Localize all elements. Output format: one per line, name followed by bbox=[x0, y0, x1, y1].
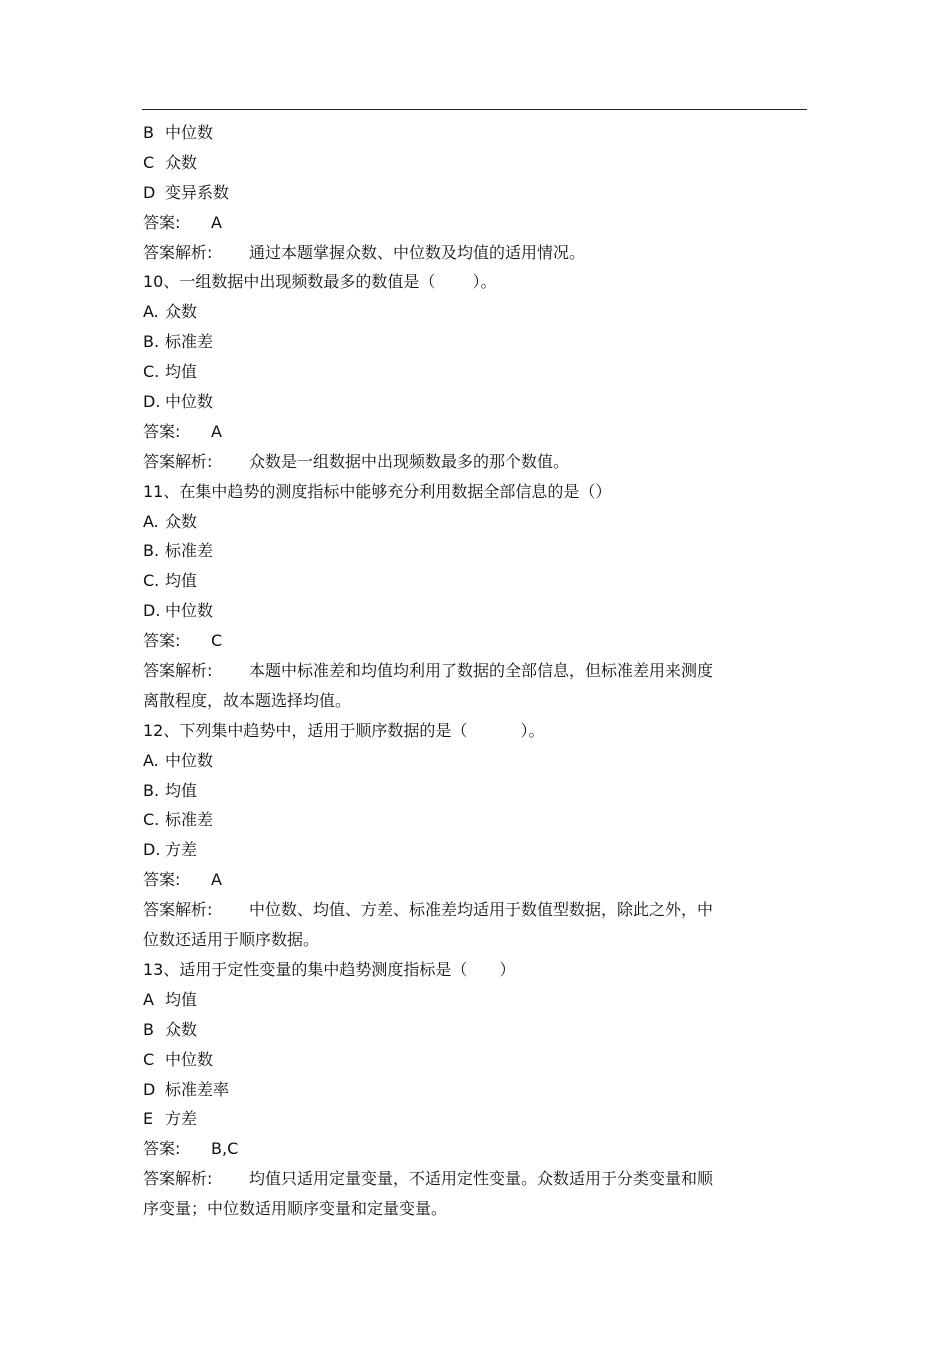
option-letter: D bbox=[143, 1079, 156, 1099]
option-text: 均值 bbox=[165, 362, 198, 382]
answer-label: 答案: bbox=[143, 870, 181, 890]
explanation-continuation: 离散程度，故本题选择均值。 bbox=[143, 690, 352, 710]
explanation-line bbox=[143, 895, 783, 925]
option-text: 中位数 bbox=[165, 750, 214, 770]
explanation-continuation: 位数还适用于顺序数据。 bbox=[143, 930, 320, 950]
option-letter: D bbox=[143, 182, 156, 202]
option-letter: C bbox=[143, 1049, 155, 1069]
explanation-text: 众数是一组数据中出现频数最多的那个数值。 bbox=[249, 451, 570, 471]
option-letter: B. bbox=[143, 332, 160, 352]
option-letter: A. bbox=[143, 750, 159, 770]
explanation-label: 答案解析: bbox=[143, 900, 213, 920]
option-text: 中位数 bbox=[165, 1049, 214, 1069]
option-text: 中位数 bbox=[165, 392, 214, 412]
option-text: 中位数 bbox=[165, 601, 214, 621]
option-letter: A bbox=[143, 989, 154, 1009]
option-b bbox=[143, 536, 783, 566]
option-b bbox=[143, 327, 783, 357]
answer-line bbox=[143, 417, 783, 447]
option-letter: C. bbox=[143, 571, 160, 591]
explanation-label: 答案解析: bbox=[143, 451, 213, 471]
option-text: 标准差 bbox=[165, 541, 214, 561]
option-text: 众数 bbox=[165, 511, 198, 531]
option-c bbox=[143, 805, 783, 835]
option-text: 众数 bbox=[165, 1019, 198, 1039]
answer-line bbox=[143, 626, 783, 656]
option-text: 方差 bbox=[165, 840, 198, 860]
option-c bbox=[143, 357, 783, 387]
option-d bbox=[143, 596, 783, 626]
question-stem: 13、适用于定性变量的集中趋势测度指标是（ ） bbox=[143, 959, 516, 979]
explanation-line bbox=[143, 447, 783, 477]
option-b bbox=[143, 776, 783, 806]
option-text: 中位数 bbox=[165, 123, 214, 142]
option-letter: B. bbox=[143, 780, 160, 800]
explanation-label: 答案解析: bbox=[143, 661, 213, 681]
option-c bbox=[143, 566, 783, 596]
explanation-line bbox=[143, 1164, 783, 1194]
option-c bbox=[143, 148, 783, 178]
option-b bbox=[143, 118, 783, 148]
option-c bbox=[143, 1045, 783, 1075]
answer-value: C bbox=[211, 631, 223, 651]
option-b bbox=[143, 1015, 783, 1045]
question-stem: 10、一组数据中出现频数最多的数值是（ ）。 bbox=[143, 272, 497, 292]
option-letter: D. bbox=[143, 840, 161, 860]
option-a bbox=[143, 297, 783, 327]
answer-label: 答案: bbox=[143, 1139, 181, 1159]
option-letter: B bbox=[143, 1019, 154, 1039]
explanation-line bbox=[143, 656, 783, 686]
option-text: 标准差 bbox=[165, 332, 214, 352]
option-a bbox=[143, 746, 783, 776]
option-letter: D. bbox=[143, 392, 161, 412]
header-rule bbox=[142, 109, 807, 110]
option-text: 变异系数 bbox=[165, 182, 230, 202]
explanation-line bbox=[143, 238, 783, 268]
option-a bbox=[143, 985, 783, 1015]
answer-label: 答案: bbox=[143, 212, 181, 232]
answer-value: A bbox=[211, 421, 222, 441]
option-e bbox=[143, 1104, 783, 1134]
option-letter: A. bbox=[143, 302, 159, 322]
answer-label: 答案: bbox=[143, 421, 181, 441]
option-letter: C. bbox=[143, 362, 160, 382]
question-stem: 11、在集中趋势的测度指标中能够充分利用数据全部信息的是（） bbox=[143, 481, 612, 501]
option-letter: E bbox=[143, 1109, 154, 1129]
answer-value: A bbox=[211, 870, 222, 890]
explanation-continuation: 序变量；中位数适用顺序变量和定量变量。 bbox=[143, 1199, 448, 1219]
option-text: 标准差率 bbox=[165, 1079, 230, 1099]
option-d bbox=[143, 178, 783, 208]
option-letter: D. bbox=[143, 601, 161, 621]
option-letter: B. bbox=[143, 541, 160, 561]
option-text: 均值 bbox=[165, 780, 198, 800]
option-a bbox=[143, 507, 783, 537]
explanation-text: 均值只适用定量变量，不适用定性变量。众数适用于分类变量和顺 bbox=[249, 1169, 714, 1189]
option-letter: B bbox=[143, 123, 154, 142]
explanation-text: 中位数、均值、方差、标准差均适用于数值型数据，除此之外，中 bbox=[249, 900, 714, 920]
question-stem: 12、下列集中趋势中，适用于顺序数据的是（ ）。 bbox=[143, 720, 545, 740]
answer-value: A bbox=[211, 212, 222, 232]
answer-label: 答案: bbox=[143, 631, 181, 651]
explanation-label: 答案解析: bbox=[143, 242, 213, 262]
option-text: 方差 bbox=[165, 1109, 198, 1129]
answer-line bbox=[143, 1134, 783, 1164]
option-text: 众数 bbox=[165, 152, 198, 172]
explanation-text: 通过本题掌握众数、中位数及均值的适用情况。 bbox=[249, 242, 586, 262]
option-letter: C bbox=[143, 152, 155, 172]
answer-value: B,C bbox=[211, 1139, 239, 1159]
option-d bbox=[143, 1075, 783, 1105]
answer-line bbox=[143, 865, 783, 895]
option-d bbox=[143, 835, 783, 865]
option-text: 众数 bbox=[165, 302, 198, 322]
explanation-text: 本题中标准差和均值均利用了数据的全部信息，但标准差用来测度 bbox=[249, 661, 714, 681]
document-body bbox=[143, 118, 783, 1224]
option-text: 标准差 bbox=[165, 810, 214, 830]
answer-line bbox=[143, 208, 783, 238]
option-d bbox=[143, 387, 783, 417]
explanation-label: 答案解析: bbox=[143, 1169, 213, 1189]
option-letter: C. bbox=[143, 810, 160, 830]
option-text: 均值 bbox=[165, 989, 198, 1009]
option-text: 均值 bbox=[165, 571, 198, 591]
option-letter: A. bbox=[143, 511, 159, 531]
